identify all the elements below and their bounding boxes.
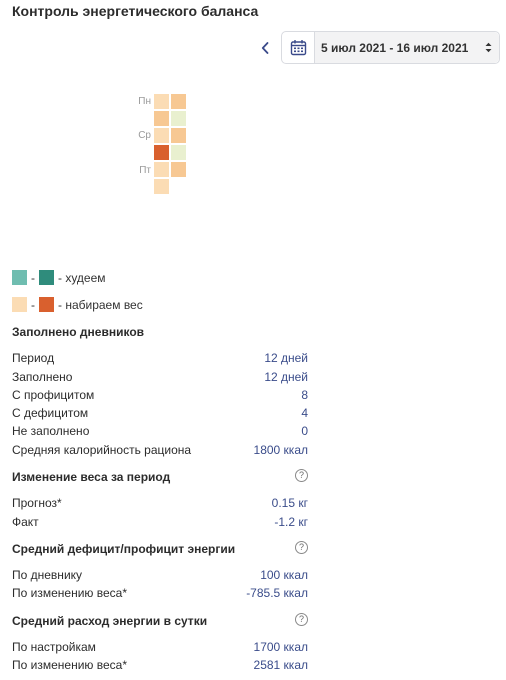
heatmap-cell[interactable] [171,94,186,109]
stat-label: Заполнено [12,370,73,384]
legend-lose-label: - худеем [58,270,106,285]
section-title: Заполнено дневников [12,325,145,339]
heatmap-day-label: Пт [139,165,151,176]
heatmap-cell[interactable] [171,111,186,126]
stat-row [12,658,308,672]
stat-value: 2581 ккал [253,658,308,672]
date-navigation [257,31,469,64]
heatmap-cell[interactable] [154,162,169,177]
heatmap-cell[interactable] [154,128,169,143]
stat-row [12,406,308,420]
legend-swatch-light [12,270,27,285]
heatmap-cell[interactable] [171,162,186,177]
heatmap-cell[interactable] [171,128,186,143]
legend-gain-label: - набираем вес [58,297,143,312]
section-title: Средний расход энергии в сутки [12,614,208,628]
stat-value: 0.15 кг [271,496,308,510]
heatmap-day-label: Ср [138,130,151,141]
stat-row [12,568,308,582]
stat-label: По изменению веса* [12,586,127,600]
stat-value: -785.5 ккал [246,586,308,600]
date-range-select[interactable] [315,32,499,63]
stat-label: Факт [12,515,39,529]
stat-value: 1800 ккал [253,443,308,457]
stat-value: 100 ккал [260,568,308,582]
stat-row [12,515,308,529]
stat-label: С дефицитом [12,406,89,420]
select-arrows-icon [485,42,492,53]
heatmap-day-label: Пн [138,96,151,107]
legend-dash: - [31,297,35,312]
stat-row [12,586,308,600]
stat-value: -1.2 кг [274,515,308,529]
legend-lose [12,270,106,285]
stat-row [12,496,308,510]
stat-label: С профицитом [12,388,95,402]
stat-value: 8 [301,388,308,402]
stat-row [12,640,308,654]
help-icon[interactable]: ? [295,541,308,554]
legend-swatch-dark [39,270,54,285]
stat-label: Средняя калорийность рациона [12,443,192,457]
calendar-button[interactable] [282,32,315,63]
legend-swatch-light [12,297,27,312]
help-icon[interactable]: ? [295,613,308,626]
help-icon[interactable]: ? [295,469,308,482]
heatmap-cell[interactable] [154,111,169,126]
stat-label: По настройкам [12,640,96,654]
stat-label: По изменению веса* [12,658,127,672]
date-range-value: 5 июл 2021 - 16 июл 2021 [321,40,469,55]
stat-value: 12 дней [264,351,308,365]
legend-gain [12,297,143,312]
stat-row [12,370,308,384]
stat-row [12,351,308,365]
stat-row [12,443,308,457]
stat-value: 12 дней [264,370,308,384]
section-title: Изменение веса за период [12,470,171,484]
stat-label: Прогноз* [12,496,62,510]
stat-row [12,424,308,438]
chevron-left-icon [261,42,269,54]
previous-period-button[interactable] [257,31,273,64]
stat-value: 4 [301,406,308,420]
stat-value: 1700 ккал [253,640,308,654]
calendar-icon [290,39,307,56]
stat-label: По дневнику [12,568,83,582]
legend-swatch-dark [39,297,54,312]
legend-dash: - [31,270,35,285]
stat-label: Не заполнено [12,424,90,438]
section-title: Средний дефицит/профицит энергии [12,542,236,556]
heatmap-cell[interactable] [154,145,169,160]
date-range-picker[interactable] [281,31,500,64]
heatmap-cell[interactable] [171,145,186,160]
stat-row [12,388,308,402]
stat-label: Период [12,351,55,365]
heatmap-cell[interactable] [154,179,169,194]
stat-value: 0 [301,424,308,438]
page-title: Контроль энергетического баланса [12,3,259,19]
heatmap-cell[interactable] [154,94,169,109]
